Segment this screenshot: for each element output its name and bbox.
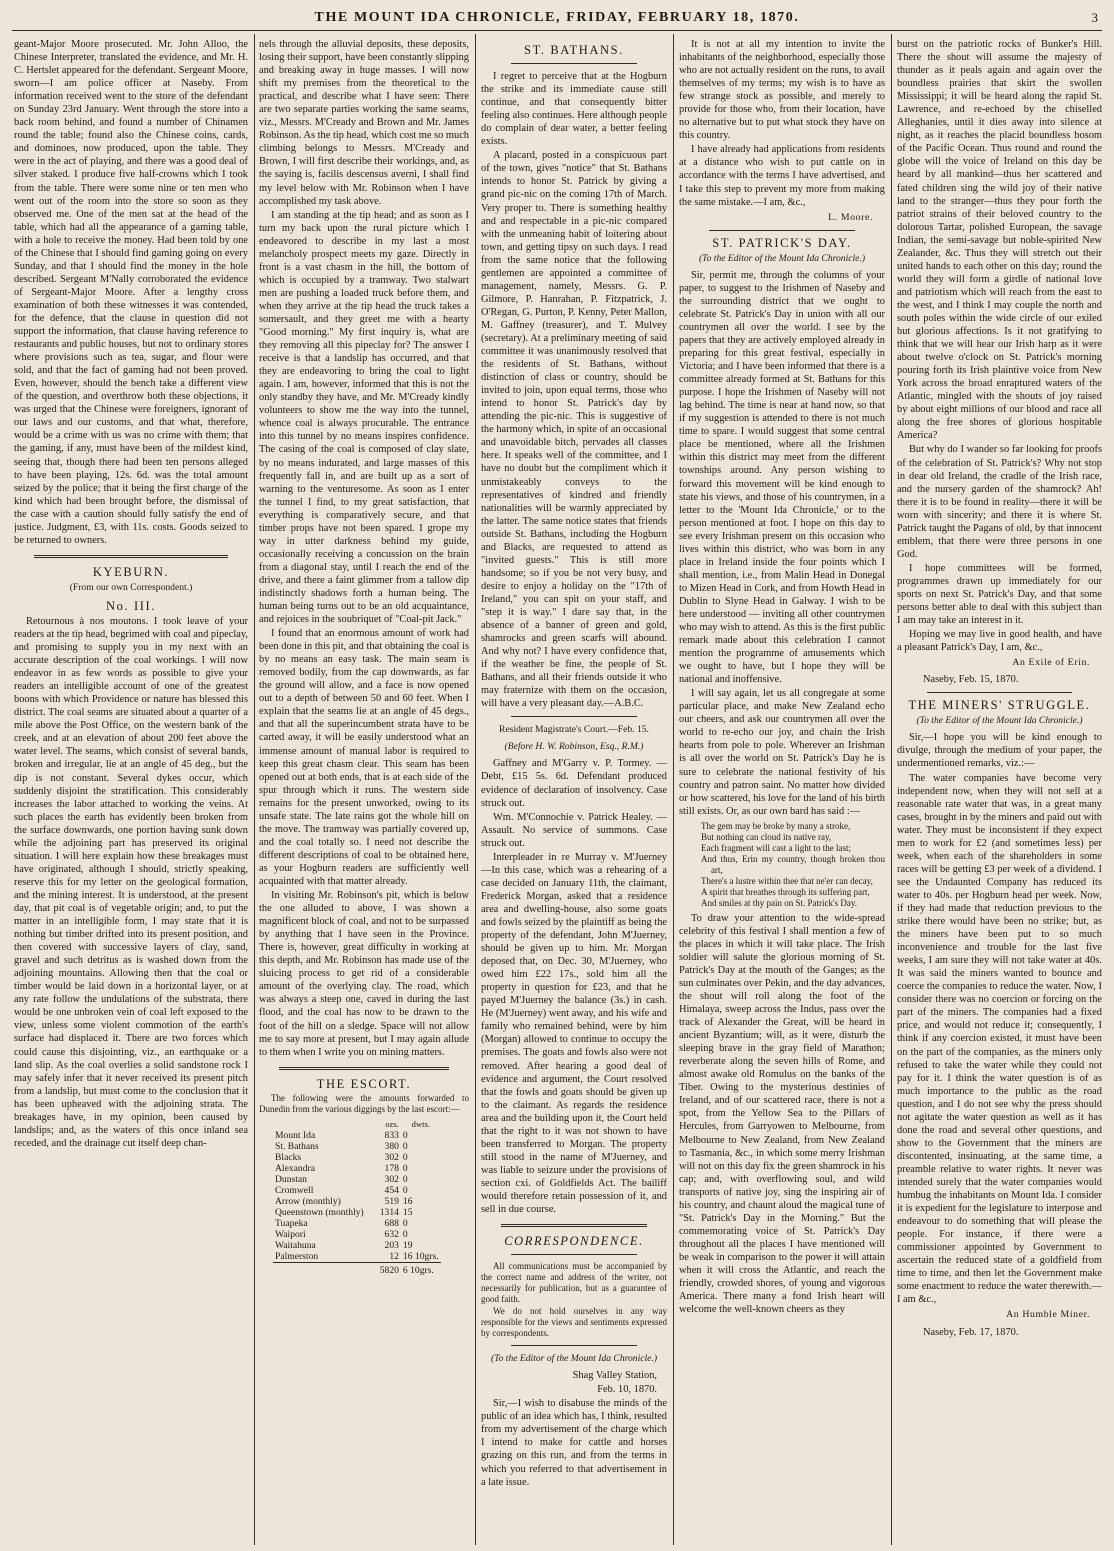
table-row — [273, 1141, 441, 1152]
letter-number: No. III. — [106, 598, 156, 613]
court-case: Gaffney and M'Garry v. P. Tormey. —Debt, £15 5s. 6d. Defendant produced evidence of declaration of insolvency. Case struck out. — [481, 758, 667, 809]
table-row — [273, 1152, 441, 1163]
section-heading-escort: THE ESCORT. — [316, 1076, 412, 1091]
column-5 — [897, 38, 1102, 1543]
escort-dwt: 16 — [402, 1195, 413, 1207]
column-rule — [475, 34, 476, 1545]
letter-date: Feb. 10, 1870. — [597, 1384, 657, 1396]
escort-total-dwt: 6 10grs. — [401, 1262, 441, 1276]
escort-place: Arrow (monthly) — [275, 1195, 341, 1207]
escort-place: Queenstown (monthly) — [275, 1206, 364, 1218]
section-heading-correspondence: CORRESPONDENCE. — [504, 1234, 644, 1249]
escort-dwt: 0 — [402, 1228, 408, 1240]
section-heading-miners-struggle: THE MINERS' STRUGGLE. — [908, 698, 1091, 713]
escort-oz: 688 — [384, 1217, 399, 1229]
column-rule — [673, 34, 674, 1545]
escort-oz: 833 — [384, 1129, 399, 1141]
article-paragraph: I found that an enormous amount of work had been done in this pit, and that obtaining the coal is by no means an easy task. The main seam is removed bodily, from the cap downwards, as far the ground will allow, and a face is now opened out to a depth of between 50 and 60 feet. When I explain that the seams lie at an angle of 45 degs., and that all the superincumbent strata have to be carted away, it will be easily understood what an immense amount of manual labor is required to keep this great chasm clear. This seam has been opened out at both ends, that is at each side of the spur through which it runs. The western side remains for the present unworked, owing to its unsafe state. The late rains got the whole hill on the move. The tramway was partially covered up, and the coal totally so. I need not describe the different descriptions of coal to be obtained here, as your Hogburn readers are sufficiently well acquainted with that matter already. — [259, 628, 469, 887]
escort-oz: 632 — [384, 1228, 399, 1240]
escort-table — [273, 1119, 441, 1276]
poem-line: The gem may be broke by many a stroke, — [701, 820, 851, 831]
letter-paragraph: The water companies have become very independent now, when they will not sell at a reasonable rate water that was, in a great many cases, brought in by the miners and paid out with water. They must be inconsistent if they expect men to work for £2 (and sometimes less) per week, when each of the shareholders in some races will be getting £3 per week of a dividend. I see the Undaunted Company has reduced its water to 40s. per Hogburn head per week. Now, if they had made that reduction previous to the strike there would have been no strike; but, as the miners have been put to so much inconvenience and trouble for the last five weeks, I am sure they will not take water at 40s. It was said the miners wanted to bounce and coerce the companies to reduce the water. Now, I consider there was no coercion or forcing on the part of the miners. The companies had a fixed price, and would not reduce it; consequently, I think if any coercion existed, it must have been on the part of the companies, as the miners only refused to take the water while they could not pay for it. I think the water question is of as much importance to the public as the road question, and I do not see why the press should not agitate the water question as well as it has done the road and several other questions, and show to the Government that the miners are discontented, insinuating, at the same time, a preamble relative to water rights. It never was intended surely that the water companies would humbug the inhabitants on Mount Ida. I consider it is expedient for the legislature to interpose and endeavour to do something that will please the people. For instance, if there were a commissioner appointed by Government to ascertain the reduced state of a goldfield from time to time, and then let the Government make some enactment to reduce the water therewith.—I am &c., — [897, 772, 1102, 1306]
letter-paragraph: burst on the patriotic rocks of Bunker's Hill. There the shout will assume the majesty of thunder as it peals again and again over the boundless prairies that skirt the swollen Mississippi; it will be heard along the rapid St. Lawrence, and re-echoed by the chiselled Alleghanies, until it dies away into silence at night, as it reaches the placid boundless bosom of the Pacific Ocean. Thus round and round the globe will the voice of Ireland on this day be heard by all mankind—thus her scattered and fated children sing the wild joy of their native land to the stranger—thus they pour forth the patriot strains of their beloved country to the dolorous Tartar, polished European, the savage Indian, the semi-savage but noble-spirited New Zealander, &c. Thus they will stretch out their united hands to each other on this day; round the world they will form a girdle of national love and patriotism which will reach from the east to the west, and I think I may couple the north and south poles within the wide circle of our exiled but glorious affections. Is it not gratifying to think that we will hear our Irish harp as it were about twelve o'clock on St. Patrick's morning pouring forth its Irish plaintive voice from New York across the broad enraptured waters of the Atlantic, mingled with the shouts of joy raised by about eight millions of our blood and race all along the free shores of glorious hospitable America? — [897, 39, 1102, 442]
escort-place: Mount Ida — [275, 1129, 316, 1141]
escort-total-row — [273, 1262, 441, 1276]
masthead-title: THE MOUNT IDA CHRONICLE, FRIDAY, FEBRUARY 18, 1870. — [314, 10, 800, 25]
column-1 — [14, 38, 248, 1543]
table-row — [273, 1240, 441, 1251]
article-paragraph: In visiting Mr. Robinson's pit, which is below the one alluded to above, I was shown a magnificent block of coal, and not to be surpassed by anything that I have seen in the Province. There is, however, great difficulty in working at this depth, and Mr. Robinson has made use of the sluicing process to get rid of a considerable amount of the overlying clay. The road, which was always a steep one, caved in during the last flood, and the coal has now to be drawn to the foot of the hill on a sledge. Space will not allow me to say more at present, but I may again allude to them when I write you on mining matters. — [259, 890, 469, 1058]
section-heading-st-bathans: ST. BATHANS. — [524, 43, 624, 57]
section-divider — [511, 1345, 637, 1346]
escort-oz: 302 — [384, 1173, 399, 1185]
escort-units-row — [273, 1119, 441, 1130]
page-number: 3 — [1091, 10, 1098, 25]
letter-place: Shag Valley Station, — [572, 1370, 657, 1382]
section-heading-st-patricks-day: ST. PATRICK'S DAY. — [712, 235, 852, 250]
section-divider — [34, 555, 228, 558]
escort-dwt: 0 — [402, 1162, 408, 1174]
column-rule — [891, 34, 892, 1545]
table-row — [273, 1174, 441, 1185]
article-paragraph: A placard, posted in a conspicuous part of the town, gives "notice" that St. Bathans intends to honor St. Patrick by giving a grand pic-nic on the coming 17th of March. Very proper to. There is something healthy and and respectable in a pic-nic compared with the unmeaning habit of loitering about town, and getting tipsy on such days. I read from the same notice that the following gentlemen are appointed a committee of management, namely, Messrs. G. P. Gilmore, P. Hanrahan, P. Fitzpatrick, J. O'Regan, G. Purton, P. Kenny, Peter Mallon, M. Gaffney (treasurer), and T. Mulvey (secretary). At a preliminary meeting of said committee it was unanimously resolved that the residents of St. Bathans, without distinction of class or country, should be invited to join, upon equal terms, those who intend to honor St. Patrick's day by attending the pic-nic. This is suggestive of the harmony which, in spite of an occasional and unavoidable bitch, pervades all classes here. It speaks well of the committee, and I have no doubt but the compliment which it unmistakeably conveys to the representatives of kindred and friendly nationalities will be warmly appreciated by the latter. The same notice states that friends outside St. Bathans, including the Hogburn and Blacks, are requested to attend as "invited guests." This is still more handsome; so if you be not very busy, and desire to enjoy a holiday on the "17th of Ireland," you can spit on your staff, and "step it is way." I dare say that, in the absence of a banner of green and gold, shamrocks and green scarfs will abound. And why not? I have every confidence that, if the weather be fine, the people of St. Bathans, and all their friends outside it who may fraternize with them on the occasion, will have a very pleasant day.—A.B.C. — [481, 150, 667, 710]
column-3 — [481, 38, 667, 1543]
escort-dwt: 19 — [402, 1239, 413, 1251]
heading-rule — [511, 63, 637, 64]
letter-paragraph: Sir, permit me, through the columns of your paper, to suggest to the Irishmen of Naseby and the surrounding district that we ought to celebrate St. Patrick's Day in union with all our countrymen all over the world. I see by the papers that they are actively employed already in preparing for this great festival, especially in Victoria; and I have been informed that there is a committee already formed at St. Bathans for this purpose. I hope the Irishmen of Naseby will not lag behind. The time is near at hand now, so that if my suggestion is attended to there is not much time to spare. I would suggest that some central place be mentioned, where all the Irishmen within this district may meet from the different townships around. Any person wishing to forward this movement will be kind enough to state his views, and those of his countrymen, in a letter to the 'Mount Ida Chronicle,' or to the person mentioned at foot. I hope on this day to see every Irishman present on this occasion who lives within this district, who was born in any place in Ireland inside the four points which I shall mention, i.e., from Malin Head in Donegal to Mizen Head in Cork, and from Howth Head in Dublin to Slyne Head in Galway. I wish to be here understood — inviting all other countrymen who may wish to attend. As this is the first public remark made about this celebration I cannot mention the programme of amusements which we ought to have, but I hope they will be national and inoffensive. — [679, 269, 885, 686]
poem-excerpt — [679, 821, 885, 909]
letter-paragraph: Sir,—I wish to disabuse the minds of the public of an idea which has, I think, resulted from my advertisement of the charge which I intend to make for cattle and horses grazing on this run, and from the terms in which you referred to that advertisement in a late issue. — [481, 1398, 667, 1488]
escort-place: Tuapeka — [275, 1217, 308, 1229]
poem-line: Each fragment will cast a light to the last; — [701, 842, 851, 853]
escort-dwt: 0 — [402, 1129, 408, 1141]
article-paragraph: nels through the alluvial deposits, these deposits, losing their support, have been constantly slipping and breaking away in huge masses. I will now shift my premises from the theoretical to the practical, and describe what I have seen: There are two separate parties working the same seams, viz., Messrs. M'Cready and Brown and Mr. James Robinson. As the tip head, which cost me so much climbing belongs to Messrs. M'Cready and Brown, I will first describe their workings, and, as the saying is, facilis descensus averni, I shall find my level below with Mr. Robinson when I have accomplished my task above. — [259, 39, 469, 207]
letter-addressee: (To the Editor of the Mount Ida Chronicle.) — [698, 252, 866, 264]
escort-dwt: 0 — [402, 1217, 408, 1229]
letter-paragraph: I have already had applications from residents at a distance who wish to put cattle on in accordance with the terms I have advertised, and I take this step to prevent my more from making the same mistake.—I am, &c., — [679, 144, 885, 208]
signature: L. Moore. — [828, 211, 873, 223]
column-rule — [254, 34, 255, 1545]
letter-paragraph: But why do I wander so far looking for proofs of the celebration of St. Patrick's? Why not stop in dear old Ireland, the cradle of the Irish race, and the nursery garden of the shamrock? Ah! there it is to be found in reality—there it will be worn with sincerity; and there it is where St. Patrick taught the Pagans of old, by that innocent emblem, that there were three persons in one God. — [897, 444, 1102, 560]
table-row — [273, 1218, 441, 1229]
court-subheading: (Before H. W. Robinson, Esq., R.M.) — [504, 741, 644, 753]
court-report-text: geant-Major Moore prosecuted. Mr. John Alloo, the Chinese Interpreter, translated the evidence, and Mr. H. C. Hertslet appeared for the defendant. Sergeant Moore, sworn—I am police officer at Naseby. From information received went to the store of the defendant on Sunday 23rd January. Went through the store into a back room behind, and found a number of Chinamen round the table; found also the Chinese coins, cards, and dominoes, now produced, upon the table. They were in the act of playing, and there was a good deal of silver staked. I produce five half-crowns which I took from the table. There were some nine or ten men who went out of the room into the store so soon as they observed me. One of the men sat at the head of the table, which had all the appearance of a gaming table, with a hole to receive the money. Had been told by one of the Chinese that I should find gaming going on every Sunday, and that I should find the money in the hole described. Sergeant M'Nally corroborated the evidence of Sergeant-Major Moore. After a lengthy cross examination of both these witnesses it was contended, for the defence, that the clause in question did not support the information, that clause having reference to restaurants and public houses, but not to ordinary stores where provisions such as tea, sugar, and flour were sold, and that the fact of gaming had not been proved. Even, however, should the bench take a different view of the question, and overthrow both these objections, it was urged that the Chinese were foreigners, ignorant of our laws and our customs, and that what, therefore, would be a crime with us was no crime with them; that the gaming, if any, must have been of the mildest kind, seeing that, though there had been ten persons alleged to have been playing, 12s. 6d. was the total amount seized by the police; that it being the first charge of the kind which had been brought before, the dismissal of the case with a caution should fully satisfy the end of justice. Judgment, £3, with 11s. costs. Goods seized to be returned to owners. — [14, 39, 248, 546]
dateline: Naseby, Feb. 15, 1870. — [923, 674, 1019, 686]
escort-place: Blacks — [275, 1151, 302, 1163]
escort-oz: 203 — [384, 1239, 399, 1251]
unit-ozs: ozs. — [385, 1118, 399, 1129]
table-row — [273, 1196, 441, 1207]
article-paragraph: Retournous à nos moutons. I took leave of your readers at the tip head, begrimed with coal and pipeclay, and promising to supply you in my next with an accurate description of the coal workings. I will now endeavor in as few words as possible to give your readers an intelligible account of one of the greatest boons with which Providence or nature has blessed this district. The coal seams are situated about a quarter of a mile above the Post Office, on the western bank of the creek, and at an elevation of about 200 feet above the water level. The seams, which consist of several bands, broken and irregular, lie at an angle of 45 deg., but the dip is not constant. Several dykes occur, which suddenly disjoint the stratification. This considerably increases the labor attached to working the veins. At such places the earth has evidently been broken from the surface downwards, one portion having sunk down while the adjoining part has preserved its original situation. I will here explain how these breakages must have originated, although I should, strictly speaking, reserve this for my letter on the geological formation, and the mining interest. It is understood, at the present day, that pit coal is of vegetable origin; and, to put the matter in an intelligible form, I may state that it is nothing but timber drifted into its present position, and then covered with successive layers of clay, sand, gravel and such detritus as is washed down from the adjoining mountains. Allowing then that the coal or timber would be laid down in a horizontal layer, or at any rate follow the undulations of the substrata, there would be one unbroken vein of coal left exposed to the view, unless some violent commotion of the earth's surface had displaced it. There are two forces which could cause this disjointing, viz., an earthquake or a land slip. As the coal overlies a solid sandstone rock I may safely infer that it never received its present pitch from a landslip, but must come to the conclusion that it has been upheaved with the adjoining strata. The breakages have, in my opinion, been caused by landslips; and, as the waters of this once inland sea receded, and the drainage cut itself deep chan- — [14, 615, 248, 1149]
table-row — [273, 1251, 441, 1263]
court-case: Interpleader in re Murray v. M'Juerney —In this case, which was a rehearing of a case decided on January 11th, the claimant, Frederick Morgan, asked that a residence area and dwelling-house, also some goats and fowls seized by the plaintiff as being the property of the defendant, John M'Juerney, should be given up to him. Mr. Morgan deposed that, on Dec. 30, M'Juerney, who owed him £22 17s., sold him all the property in question for £23, and that he payed M'Juerney the balance (3s.) in cash. He (M'Juerney) went away, and his wife and family who remained behind, were by him (Morgan) allowed to continue to occupy the premises. The goats and fowls also were not removed. After hearing a good deal of evidence and argument, the Court resolved that the fowls and goats should be given up to the claimant. As regards the residence area and the building upon it, the Court held that the right to it was not shown to have been transferred to Morgan. The property still stood in the name of M'Juerney, and was liable to seizure under the provisions of section cxi. of Goldfields Act. The bailiff would therefore retain possession of it, and sell in due course. — [481, 851, 667, 1216]
letter-addressee: (To the Editor of the Mount Ida Chronicle.) — [490, 1353, 658, 1365]
signature: An Exile of Erin. — [1012, 657, 1090, 669]
section-divider — [709, 230, 855, 231]
article-paragraph: I am standing at the tip head; and as soon as I turn my back upon the rural picture which I endeavored to describe in my last a most melancholy prospect meets my gaze. Directly in front is a vast chasm in the hill, the bottom of which is occupied by a tramway. Two stalwart men are pushing a loaded truck before them, and when they arrive at the tip head the truck takes a somersault, and they greet me with a hearty "Good morning." My first inquiry is, what are they removing all this pipeclay for? The answer I receive is that a landslip has occurred, and that they are endeavoring to bring the coal to light again. I am, however, informed that this is not the only standby they have, and Mr. M'Cready kindly volunteers to show me the way into the tunnel, whence coal is always procurable. The entrance into this tunnel by no means inspires confidence. The casing of the coal is composed of clay slate, by no means indurated, and large masses of this frequently fall in, and are built up as a sort of warning to the venturesome. As soon as I enter the tunnel I find, to my great satisfaction, that everything is comparatively secure, and that timber props have not been spared. I grope my way in utter darkness behind my guide, occasionally receiving a concussion on the brain from a diagonal stay, until I reach the end of the drive, and there a faint glimmer from a tallow dip indistinctly shadows forth a human being. The human being turns out to be an old acquaintance, and rejoices in the soubriquet of "Coal-pit Jack." — [259, 209, 469, 626]
escort-oz: 302 — [384, 1151, 399, 1163]
poem-line: And thus, Erin my country, though broken thou art, — [701, 853, 885, 875]
escort-total-oz: 5820 — [366, 1262, 401, 1276]
poem-line: There's a lustre within thee that ne'er can decay, — [701, 875, 873, 886]
correspondence-note: All communications must be accompanied by the correct name and address of the writer, not necessarily for publication, but as a guarantee of good faith. — [481, 1261, 667, 1305]
court-case: Wm. M'Connochie v. Patrick Healey. —Assault. No service of summons. Case struck out. — [481, 811, 667, 849]
escort-oz: 519 — [384, 1195, 399, 1207]
escort-place: Cromwell — [275, 1184, 314, 1196]
section-divider — [501, 1224, 647, 1227]
table-row — [273, 1185, 441, 1196]
correspondence-note: We do not hold ourselves in any way responsible for the views and sentiments expressed by correspondents. — [481, 1306, 667, 1339]
section-divider — [279, 1067, 449, 1070]
escort-dwt: 15 — [402, 1206, 413, 1218]
escort-oz: 380 — [384, 1140, 399, 1152]
escort-place: Palmerston — [275, 1250, 319, 1262]
letter-paragraph: I will say again, let us all congregate at some particular place, and make New Zealand echo our cheers, and ask our countrymen all over the world to re-echo our joy, and chain the Irish hearts from pole to pole. Wherever an Irishman is all over the world on St. Patrick's Day he is sure to celebrate the national festivity of his country and patron saint. No matter how divided or how scattered, his love for the land of his birth still exists. Or, as our own bard has said :— — [679, 688, 885, 817]
dateline: Naseby, Feb. 17, 1870. — [923, 1326, 1019, 1338]
poem-line: And smiles at thy pain on St. Patrick's Day. — [701, 897, 858, 908]
escort-dwt: 0 — [402, 1173, 408, 1185]
article-paragraph: I regret to perceive that at the Hogburn the strike and its immediate cause still continue, and that consequently bitter feeling also continues. Here although people do complain of dear water, a better feeling exists. — [481, 71, 667, 148]
court-heading: Resident Magistrate's Court.—Feb. 15. — [499, 724, 649, 736]
masthead — [12, 6, 1102, 31]
escort-dwt: 16 10grs. — [402, 1250, 439, 1262]
unit-dwts: dwts. — [411, 1118, 430, 1129]
column-2 — [259, 38, 469, 1543]
table-row — [273, 1130, 441, 1141]
letter-paragraph: I hope committees will be formed, programmes drawn up immediately for our sports on next St. Patrick's Day, and that some persons better able to deal with this subject than I am may take an interest in it. — [897, 562, 1102, 627]
escort-oz: 178 — [384, 1162, 399, 1174]
escort-dwt: 0 — [402, 1151, 408, 1163]
correspondent-note: (From our own Correspondent.) — [69, 581, 193, 593]
escort-dwt: 0 — [402, 1184, 408, 1196]
poem-line: But nothing can cloud its native ray, — [701, 831, 832, 842]
table-row — [273, 1163, 441, 1174]
section-divider — [511, 716, 637, 717]
poem-line: A spirit that breathes through its suffering part, — [701, 886, 870, 897]
signature: An Humble Miner. — [1006, 1309, 1090, 1321]
section-heading-kyeburn: KYEBURN. — [92, 564, 170, 579]
table-row — [273, 1207, 441, 1218]
heading-rule — [511, 1254, 637, 1255]
escort-place: Waipori — [275, 1228, 306, 1240]
escort-place: Alexandra — [275, 1162, 315, 1174]
escort-place: St. Bathans — [275, 1140, 319, 1152]
letter-addressee: (To the Editor of the Mount Ida Chronicle.) — [916, 715, 1083, 727]
letter-paragraph: It is not at all my intention to invite the inhabitants of the neighborhood, especially those who are not actually resident on the runs, to avail themselves of my terms; my wish is to have as few strange stock as possible, and merely to provide for those who, from their location, have no alternative but to put what stock they have on this country. — [679, 39, 885, 142]
escort-place: Waitahuna — [275, 1239, 316, 1251]
escort-oz: 454 — [384, 1184, 399, 1196]
escort-intro: The following were the amounts forwarded to Dunedin from the various diggings by the last escort:— — [259, 1092, 469, 1114]
letter-paragraph: To draw your attention to the wide-spread celebrity of this festival I shall mention a few of the places in which it will take place. The Irish soldier will salute the glorious morning of St. Patrick's Day at the mouth of the Ganges; as the sun culminates over Pekin, and the day advances, the shout will roll along the foot of the Himalaya, sweep across the Indus, pass over the track of Alexander the Great, will be heard in ancient Byzantium; will, as it were, disturb the sleeping brave in the gray field of Marathon; reverberate along the seven hills of Rome, and almost awake old Romulus on the banks of the Tiber. Owing to the mysterious destinies of Ireland, and of our scattered race, there is not a spot, from the Yellow Sea to the Pillars of Hercules, from Garryowen to Melbourne, from Melbourne to New Zealand, from New Zealand to Tasmania, &c., in which some merry Irishman will not on this day fix the green shamrock in his cap; and, with overflowing soul, and wild transports of native joy, sing the inspiring air of his country, and chaunt aloud the magical tune of "St. Patrick's Day in the Morning." But the commemorating voice of St. Patrick's Day throughout all the places I have mentioned will be weak in comparison to the power it will attain when it will cross the Atlantic, and reach the friendly, crowded shores, of young and vigorous America. There many a fond Irish heart will welcome the well-known cheers as they — [679, 912, 885, 1316]
table-row — [273, 1229, 441, 1240]
escort-dwt: 0 — [402, 1140, 408, 1152]
column-4 — [679, 38, 885, 1543]
letter-paragraph: Hoping we may live in good health, and have a pleasant Patrick's Day, I am, &c., — [897, 629, 1102, 654]
letter-paragraph: Sir,—I hope you will be kind enough to divulge, through the medium of your paper, the undermentioned remarks, viz.:— — [897, 732, 1102, 770]
escort-place: Dunstan — [275, 1173, 307, 1185]
escort-oz: 12 — [389, 1250, 399, 1262]
escort-oz: 1314 — [379, 1206, 399, 1218]
section-divider — [927, 692, 1072, 693]
